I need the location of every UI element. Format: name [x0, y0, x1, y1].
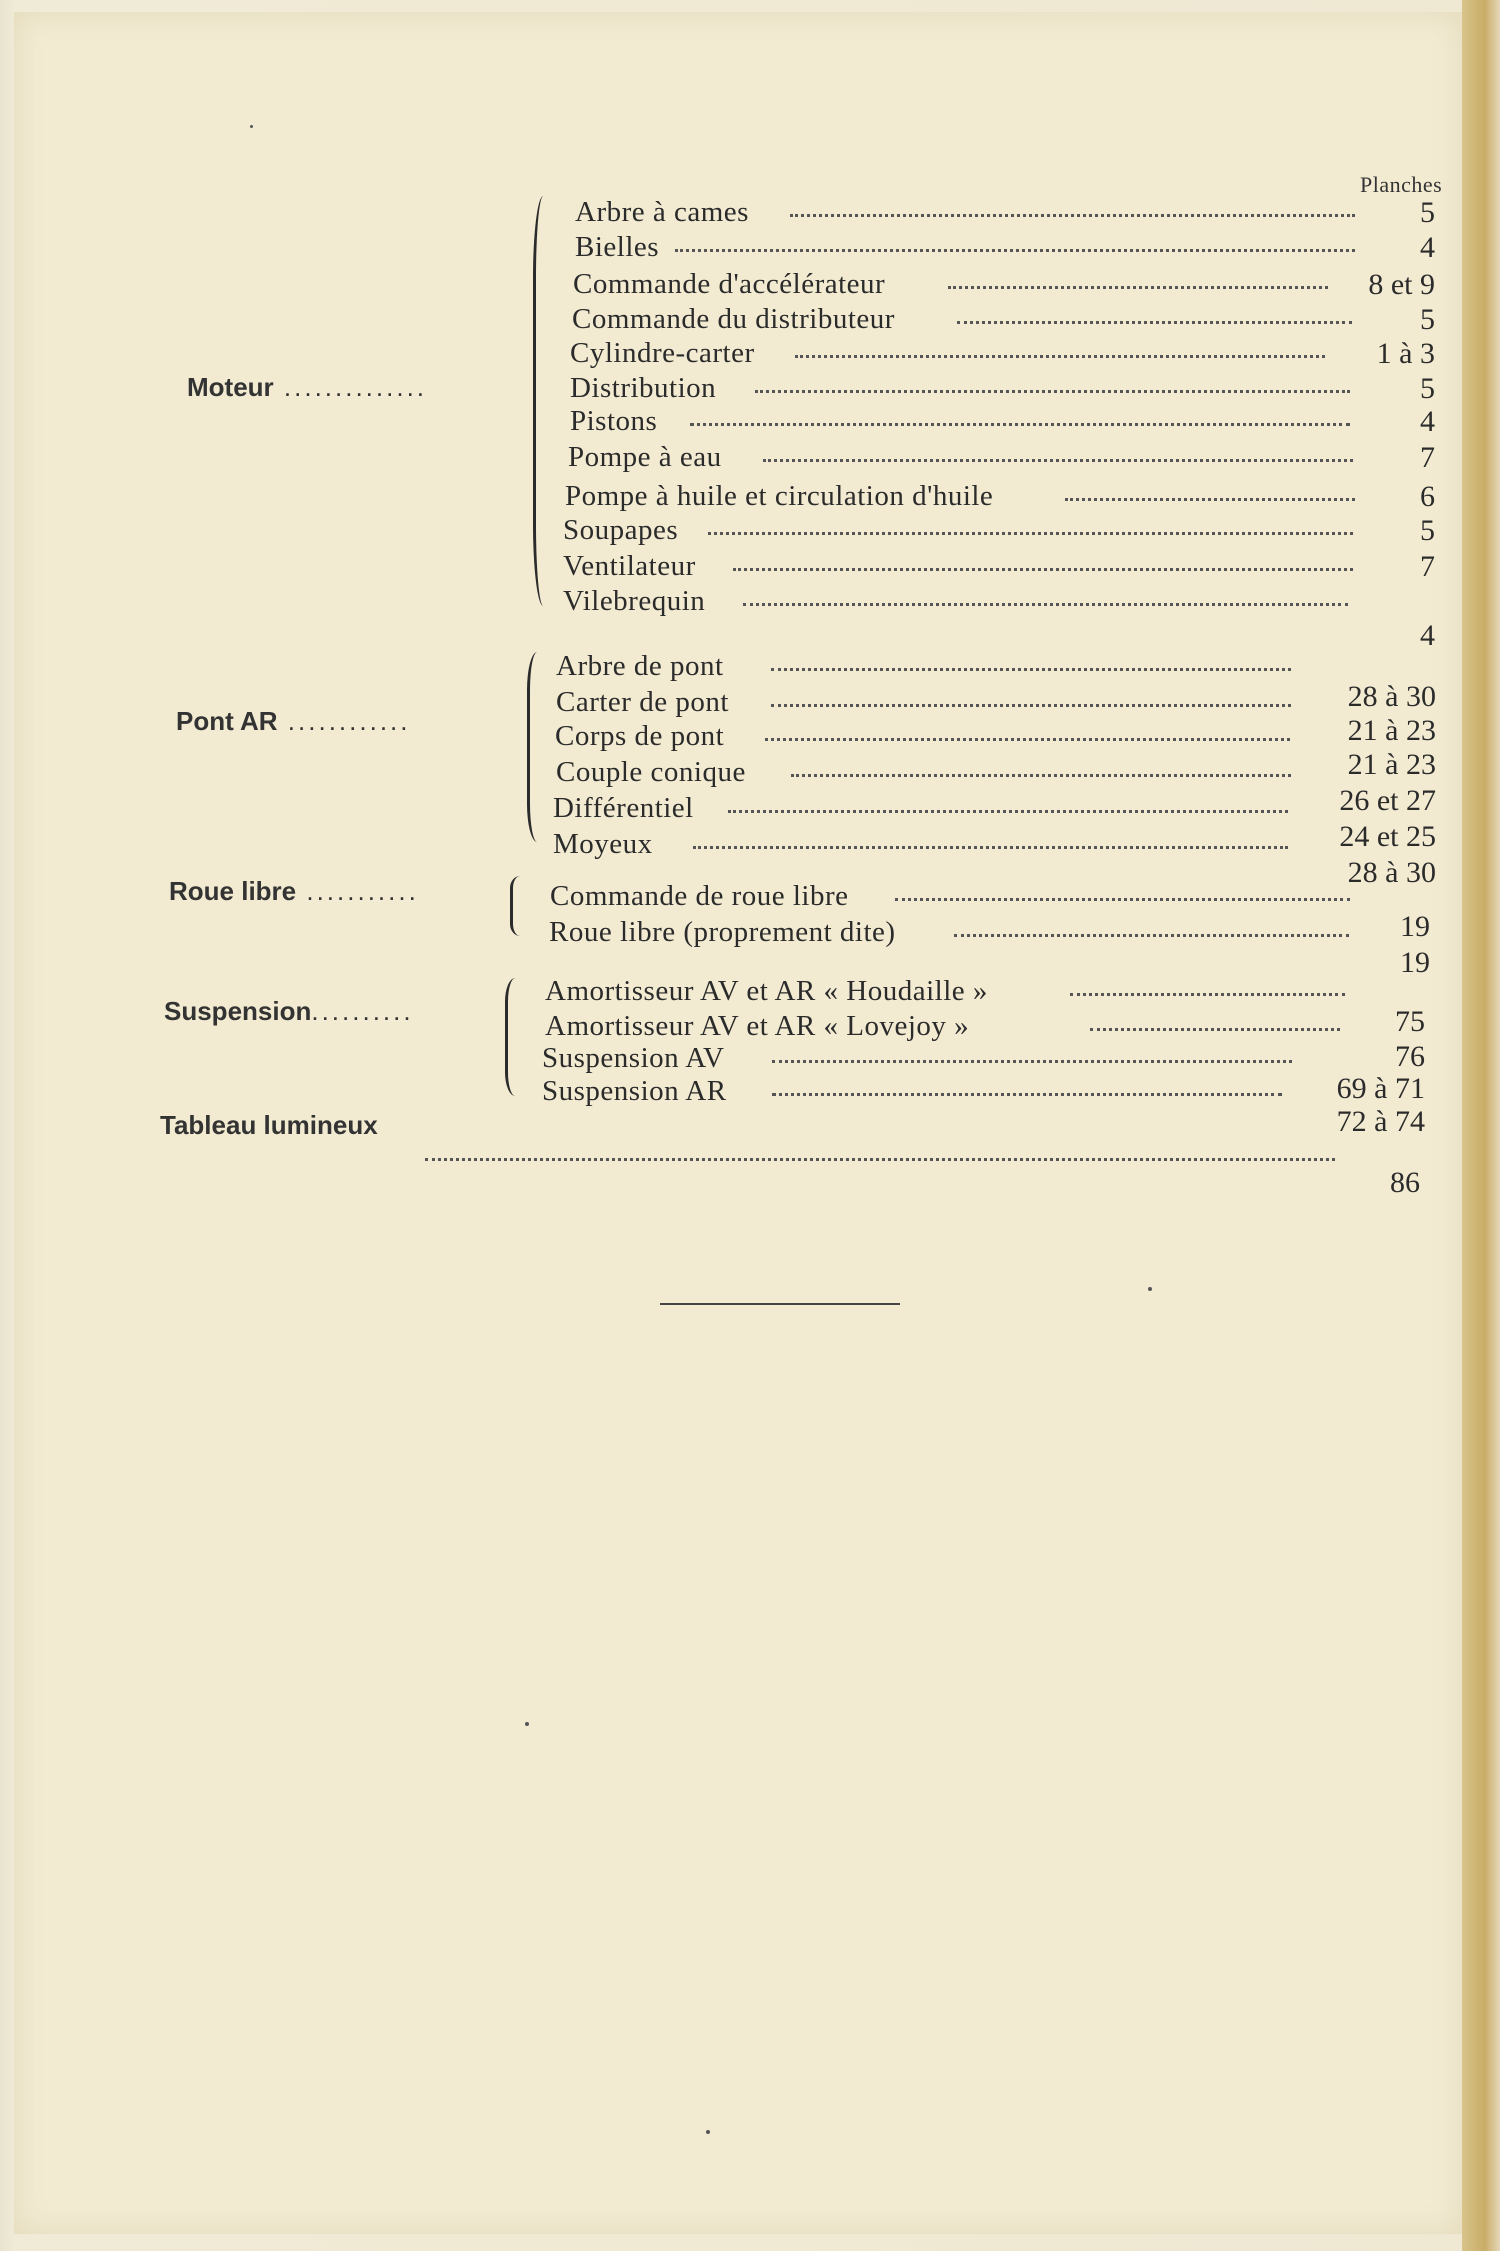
list-item [575, 231, 1435, 265]
item-plate-ref: 5 [1420, 196, 1435, 229]
item-label: Roue libre (proprement dite) [549, 916, 896, 948]
item-plate-ref: 69 à 71 [1336, 1072, 1425, 1105]
item-plate-ref: 4 [1420, 619, 1435, 652]
item-leader-dots [765, 736, 1290, 741]
list-item [425, 1140, 1420, 1199]
item-plate-ref: 5 [1420, 514, 1435, 547]
paper-speck [525, 1722, 529, 1726]
item-plate-ref: 19 [1400, 910, 1430, 943]
list-item [542, 1075, 1425, 1138]
brace-suspension [505, 978, 522, 1096]
group-label-leader: .............. [273, 372, 428, 402]
brace-roue-libre [510, 876, 527, 936]
item-leader-dots [743, 601, 1348, 606]
group-label-text: Roue libre [169, 876, 297, 906]
item-label: Pompe à eau [568, 441, 722, 473]
item-leader-dots [772, 1091, 1282, 1096]
item-label: Soupapes [563, 514, 679, 546]
item-plate-ref: 19 [1400, 946, 1430, 979]
item-leader-dots [895, 896, 1350, 901]
paper-speck [1148, 1287, 1152, 1291]
group-label-roue-libre [169, 876, 419, 907]
item-plate-ref: 4 [1420, 405, 1435, 438]
item-plate-ref: 5 [1420, 303, 1435, 336]
item-label: Ventilateur [563, 550, 696, 582]
item-label: Commande d'accélérateur [573, 268, 886, 300]
item-label: Carter de pont [556, 686, 729, 718]
item-leader-dots [1065, 496, 1355, 501]
item-label: Suspension AR [542, 1075, 727, 1107]
item-label: Couple conique [556, 756, 746, 788]
group-label-text: Moteur [187, 372, 274, 402]
item-plate-ref: 26 et 27 [1339, 784, 1436, 817]
item-leader-dots [954, 932, 1349, 937]
list-item [570, 337, 1435, 371]
item-label: Commande du distributeur [572, 303, 895, 335]
item-label: Cylindre-carter [570, 337, 755, 369]
group-label-leader: .......... [311, 996, 414, 1026]
group-label-text: Tableau lumineux [160, 1110, 378, 1140]
list-item [565, 480, 1435, 514]
item-plate-ref: 21 à 23 [1347, 714, 1436, 747]
group-label-leader: ............ [277, 706, 411, 736]
item-plate-ref: 86 [1390, 1166, 1420, 1199]
item-label: Distribution [570, 372, 717, 404]
list-item [563, 585, 1435, 652]
list-item [573, 268, 1435, 302]
list-item [549, 916, 1430, 979]
item-plate-ref: 5 [1420, 372, 1435, 405]
item-label: Suspension AV [542, 1042, 725, 1074]
group-label-text: Pont AR [176, 706, 278, 736]
item-leader-dots [1090, 1026, 1340, 1031]
list-item [572, 303, 1435, 337]
group-label-leader: ........... [296, 876, 419, 906]
item-leader-dots [791, 772, 1291, 777]
group-label-tableau-lumineux [160, 1110, 378, 1141]
item-label: Bielles [575, 231, 660, 263]
item-leader-dots [772, 1058, 1292, 1063]
item-leader-dots [948, 284, 1328, 289]
page-edge-strip [1462, 0, 1500, 2251]
list-item [575, 196, 1435, 230]
column-header-planches: Planches [1360, 172, 1443, 197]
item-plate-ref: 72 à 74 [1336, 1105, 1425, 1138]
item-label: Commande de roue libre [550, 880, 849, 912]
item-leader-dots [708, 530, 1353, 535]
item-leader-dots [795, 353, 1325, 358]
end-rule [660, 1303, 900, 1305]
paper-speck [706, 2130, 710, 2134]
item-leader-dots [771, 702, 1291, 707]
item-leader-dots [728, 808, 1288, 813]
item-plate-ref: 75 [1395, 1005, 1425, 1038]
item-plate-ref: 6 [1420, 480, 1435, 513]
item-leader-dots [425, 1156, 1335, 1161]
item-label: Différentiel [553, 792, 694, 824]
item-plate-ref: 8 et 9 [1368, 268, 1435, 301]
item-leader-dots [957, 319, 1352, 324]
list-item [570, 372, 1435, 406]
item-plate-ref: 21 à 23 [1347, 748, 1436, 781]
item-leader-dots [733, 566, 1353, 571]
list-item [570, 405, 1435, 439]
item-plate-ref: 4 [1420, 231, 1435, 264]
group-label-text: Suspension [164, 996, 312, 1026]
item-label: Pompe à huile et circulation d'huile [565, 480, 994, 512]
group-label-moteur [187, 372, 427, 403]
group-label-suspension [164, 996, 414, 1027]
item-leader-dots [690, 421, 1350, 426]
list-item [553, 828, 1436, 889]
item-label: Amortisseur AV et AR « Houdaille » [545, 975, 988, 1007]
item-leader-dots [675, 247, 1355, 252]
item-leader-dots [790, 212, 1355, 217]
item-plate-ref: 7 [1420, 441, 1435, 474]
group-label-pont-ar [176, 706, 411, 737]
item-leader-dots [771, 666, 1291, 671]
item-label: Corps de pont [555, 720, 725, 752]
item-label: Pistons [570, 405, 658, 437]
paper-speck [250, 125, 253, 128]
item-plate-ref: 28 à 30 [1347, 680, 1436, 713]
item-leader-dots [755, 388, 1350, 393]
item-leader-dots [763, 457, 1353, 462]
item-leader-dots [1070, 991, 1345, 996]
item-label: Arbre à cames [575, 196, 749, 228]
list-item [563, 550, 1435, 584]
item-label: Arbre de pont [556, 650, 724, 682]
item-plate-ref: 28 à 30 [1347, 856, 1436, 889]
item-label: Moyeux [553, 828, 653, 860]
list-item [563, 514, 1435, 548]
item-leader-dots [693, 844, 1288, 849]
item-plate-ref: 24 et 25 [1339, 820, 1436, 853]
item-plate-ref: 1 à 3 [1376, 337, 1435, 370]
brace-pont-ar [527, 652, 544, 842]
item-label: Vilebrequin [563, 585, 706, 617]
brace-moteur [533, 196, 550, 606]
item-plate-ref: 76 [1395, 1040, 1425, 1073]
item-plate-ref: 7 [1420, 550, 1435, 583]
item-label: Amortisseur AV et AR « Lovejoy » [545, 1010, 970, 1042]
list-item [568, 441, 1435, 475]
